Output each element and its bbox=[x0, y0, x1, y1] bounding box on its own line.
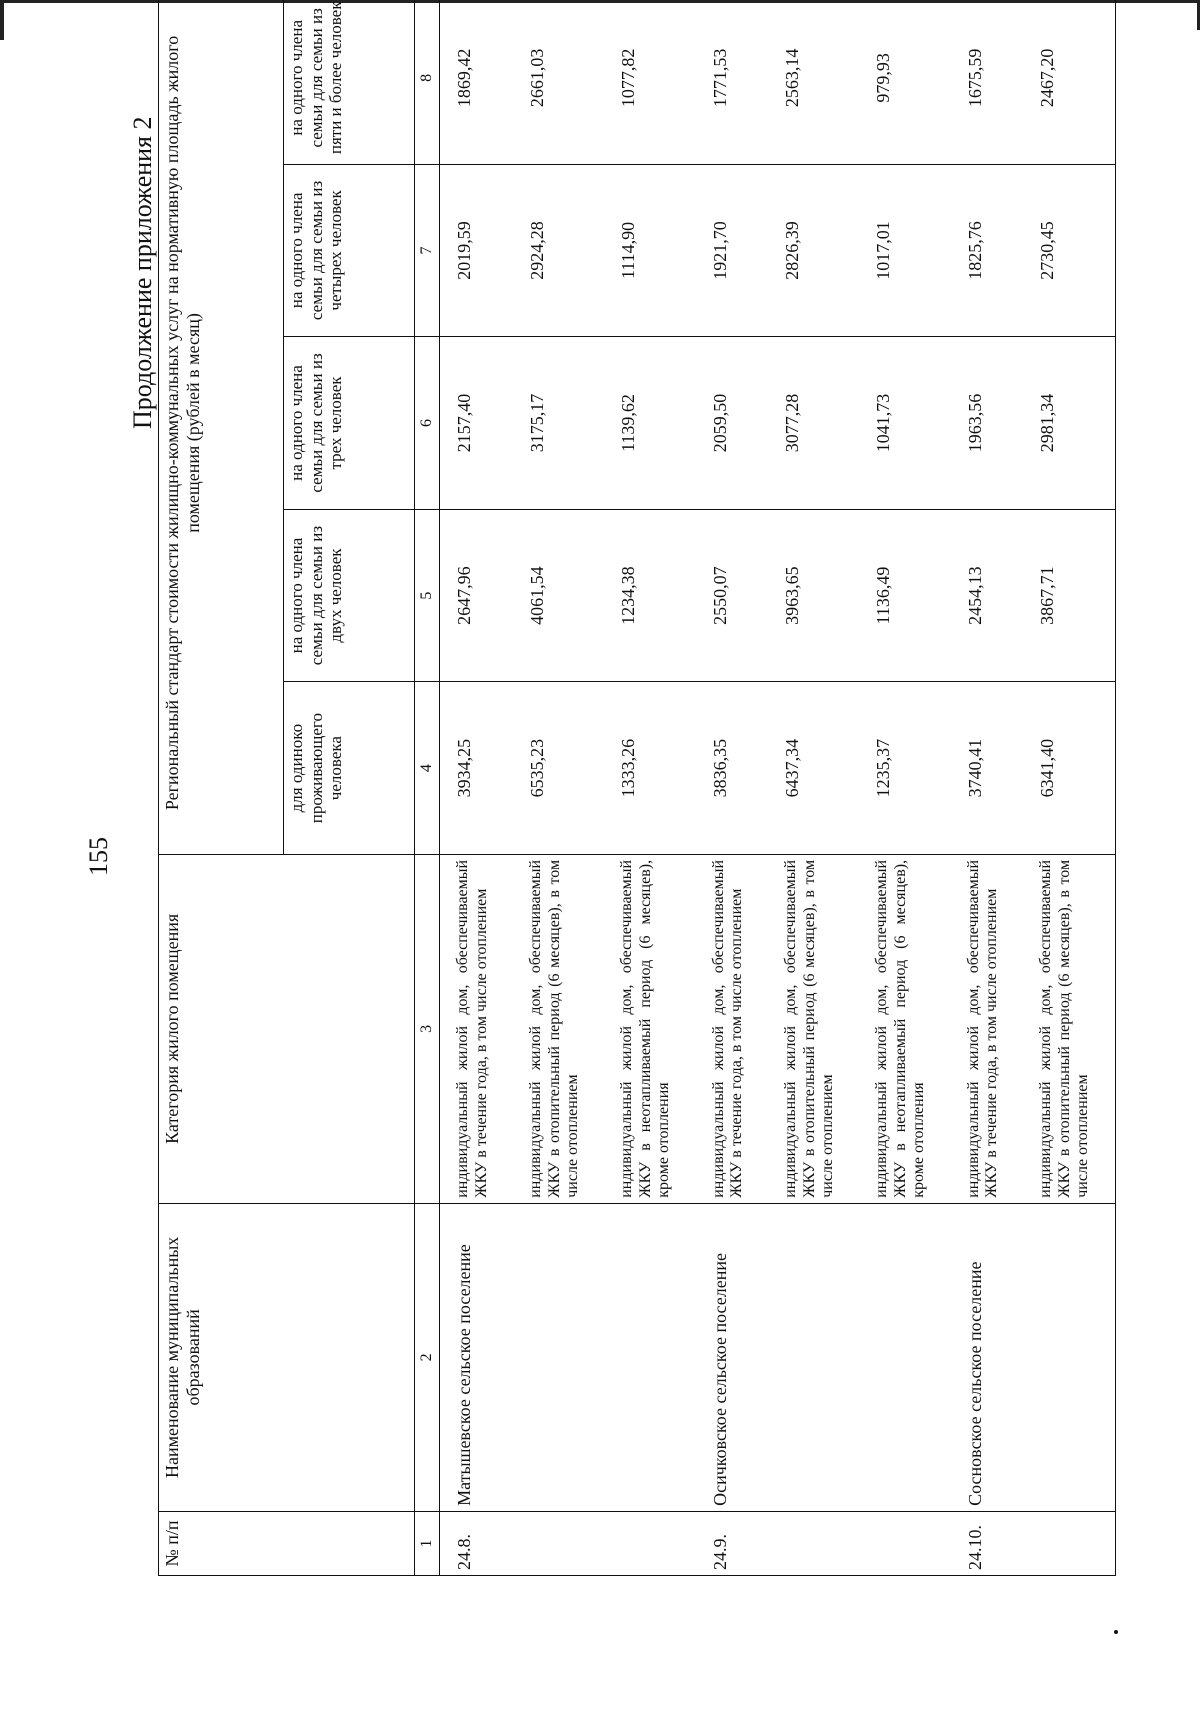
value-five-plus: 2661,03 bbox=[513, 0, 604, 164]
value-three-person: 3077,28 bbox=[768, 337, 859, 510]
value-four-person: 2730,45 bbox=[1023, 164, 1115, 337]
value-two-person: 2454,13 bbox=[951, 509, 1024, 682]
row-number: 24.8. bbox=[440, 1511, 513, 1575]
housing-category: индивидуальный жилой дом, обеспечиваемый ЖКУ в неотапливаемый период (6 месяцев), кроме отопления bbox=[859, 854, 950, 1203]
column-number-row bbox=[415, 0, 440, 1576]
table-row bbox=[696, 0, 769, 1576]
value-three-person: 2981,34 bbox=[1023, 337, 1115, 510]
col-number: 7 bbox=[415, 164, 440, 337]
table-row bbox=[951, 0, 1024, 1576]
header-c5: на одного члена семьи для семьи из двух человек bbox=[284, 509, 415, 682]
value-two-person: 1136,49 bbox=[859, 509, 950, 682]
table-row bbox=[859, 0, 950, 1576]
value-two-person: 4061,54 bbox=[513, 509, 604, 682]
value-two-person: 2550,07 bbox=[696, 509, 769, 682]
value-single: 3740,41 bbox=[951, 682, 1024, 855]
value-four-person: 1825,76 bbox=[951, 164, 1024, 337]
row-number bbox=[768, 1511, 859, 1575]
value-single: 6341,40 bbox=[1023, 682, 1115, 855]
municipality-name bbox=[768, 1203, 859, 1511]
housing-category: индивидуальный жилой дом, обеспечиваемый ЖКУ в течение года, в том числе отоплением bbox=[951, 854, 1024, 1203]
value-five-plus: 1675,59 bbox=[951, 0, 1024, 164]
housing-category: индивидуальный жилой дом, обеспечиваемый ЖКУ в течение года, в том числе отоплением bbox=[696, 854, 769, 1203]
page-number: 155 bbox=[84, 837, 113, 876]
col-number: 3 bbox=[415, 854, 440, 1203]
municipality-name bbox=[859, 1203, 950, 1511]
value-two-person: 2647,96 bbox=[440, 509, 513, 682]
appendix-title: Продолжение приложения 2 bbox=[128, 116, 157, 429]
col-number: 2 bbox=[415, 1203, 440, 1511]
municipality-name bbox=[1023, 1203, 1115, 1511]
municipality-name: Осичковское сельское поселение bbox=[696, 1203, 769, 1511]
value-five-plus: 2563,14 bbox=[768, 0, 859, 164]
row-number bbox=[1023, 1511, 1115, 1575]
col-number: 1 bbox=[415, 1511, 440, 1575]
value-four-person: 1114,90 bbox=[604, 164, 695, 337]
header-c4: для одиноко проживающего человека bbox=[284, 682, 415, 855]
header-c7: на одного члена семьи для семьи из четырех человек bbox=[284, 164, 415, 337]
table-row bbox=[513, 0, 604, 1576]
value-five-plus: 1771,53 bbox=[696, 0, 769, 164]
row-number: 24.9. bbox=[696, 1511, 769, 1575]
value-two-person: 3867,71 bbox=[1023, 509, 1115, 682]
header-row-1 bbox=[159, 0, 284, 1576]
header-c6: на одного члена семьи для семьи из трех человек bbox=[284, 337, 415, 510]
row-number bbox=[513, 1511, 604, 1575]
value-two-person: 1234,38 bbox=[604, 509, 695, 682]
value-four-person: 1921,70 bbox=[696, 164, 769, 337]
value-five-plus: 2467,20 bbox=[1023, 0, 1115, 164]
table-row bbox=[604, 0, 695, 1576]
value-three-person: 1041,73 bbox=[859, 337, 950, 510]
value-four-person: 2826,39 bbox=[768, 164, 859, 337]
table-row bbox=[1023, 0, 1115, 1576]
value-two-person: 3963,65 bbox=[768, 509, 859, 682]
value-five-plus: 1869,42 bbox=[440, 0, 513, 164]
value-five-plus: 979,93 bbox=[859, 0, 950, 164]
header-c8: на одного члена семьи для семьи из пяти и более человек bbox=[284, 0, 415, 164]
row-number: 24.10. bbox=[951, 1511, 1024, 1575]
municipality-name: Сосновское сельское поселение bbox=[951, 1203, 1024, 1511]
value-single: 1333,26 bbox=[604, 682, 695, 855]
col-number: 4 bbox=[415, 682, 440, 855]
value-four-person: 2924,28 bbox=[513, 164, 604, 337]
value-three-person: 3175,17 bbox=[513, 337, 604, 510]
value-single: 3836,35 bbox=[696, 682, 769, 855]
value-four-person: 2019,59 bbox=[440, 164, 513, 337]
housing-category: индивидуальный жилой дом, обеспечиваемый ЖКУ в течение года, в том числе отоплением bbox=[440, 854, 513, 1203]
table-row bbox=[440, 0, 513, 1576]
municipality-name: Матышевское сельское поселение bbox=[440, 1203, 513, 1511]
value-three-person: 1963,56 bbox=[951, 337, 1024, 510]
header-category: Категория жилого помещения bbox=[159, 854, 415, 1203]
header-municipality: Наименование муниципальных образований bbox=[159, 1203, 415, 1511]
value-three-person: 1139,62 bbox=[604, 337, 695, 510]
row-number bbox=[859, 1511, 950, 1575]
header-standard-group: Региональный стандарт стоимости жилищно-коммунальных услуг на нормативную площадь жилого помещения (рублей в месяц) bbox=[159, 0, 284, 854]
header-no: № п/п bbox=[159, 1511, 415, 1575]
value-five-plus: 1077,82 bbox=[604, 0, 695, 164]
value-single: 6535,23 bbox=[513, 682, 604, 855]
row-number bbox=[604, 1511, 695, 1575]
value-single: 1235,37 bbox=[859, 682, 950, 855]
municipality-name bbox=[604, 1203, 695, 1511]
housing-category: индивидуальный жилой дом, обеспечиваемый ЖКУ в неотапливаемый период (6 месяцев), кроме отопления bbox=[604, 854, 695, 1203]
col-number: 5 bbox=[415, 509, 440, 682]
municipality-name bbox=[513, 1203, 604, 1511]
value-three-person: 2059,50 bbox=[696, 337, 769, 510]
col-number: 8 bbox=[415, 0, 440, 164]
table-row bbox=[768, 0, 859, 1576]
value-single: 6437,34 bbox=[768, 682, 859, 855]
housing-category: индивидуальный жилой дом, обеспечиваемый ЖКУ в отопительный период (6 месяцев), в том числе отоплением bbox=[1023, 854, 1115, 1203]
tariff-table bbox=[158, 0, 1116, 1576]
col-number: 6 bbox=[415, 337, 440, 510]
housing-category: индивидуальный жилой дом, обеспечиваемый ЖКУ в отопительный период (6 месяцев), в том числе отоплением bbox=[513, 854, 604, 1203]
value-three-person: 2157,40 bbox=[440, 337, 513, 510]
value-four-person: 1017,01 bbox=[859, 164, 950, 337]
value-single: 3934,25 bbox=[440, 682, 513, 855]
housing-category: индивидуальный жилой дом, обеспечиваемый ЖКУ в отопительный период (6 месяцев), в том числе отоплением bbox=[768, 854, 859, 1203]
